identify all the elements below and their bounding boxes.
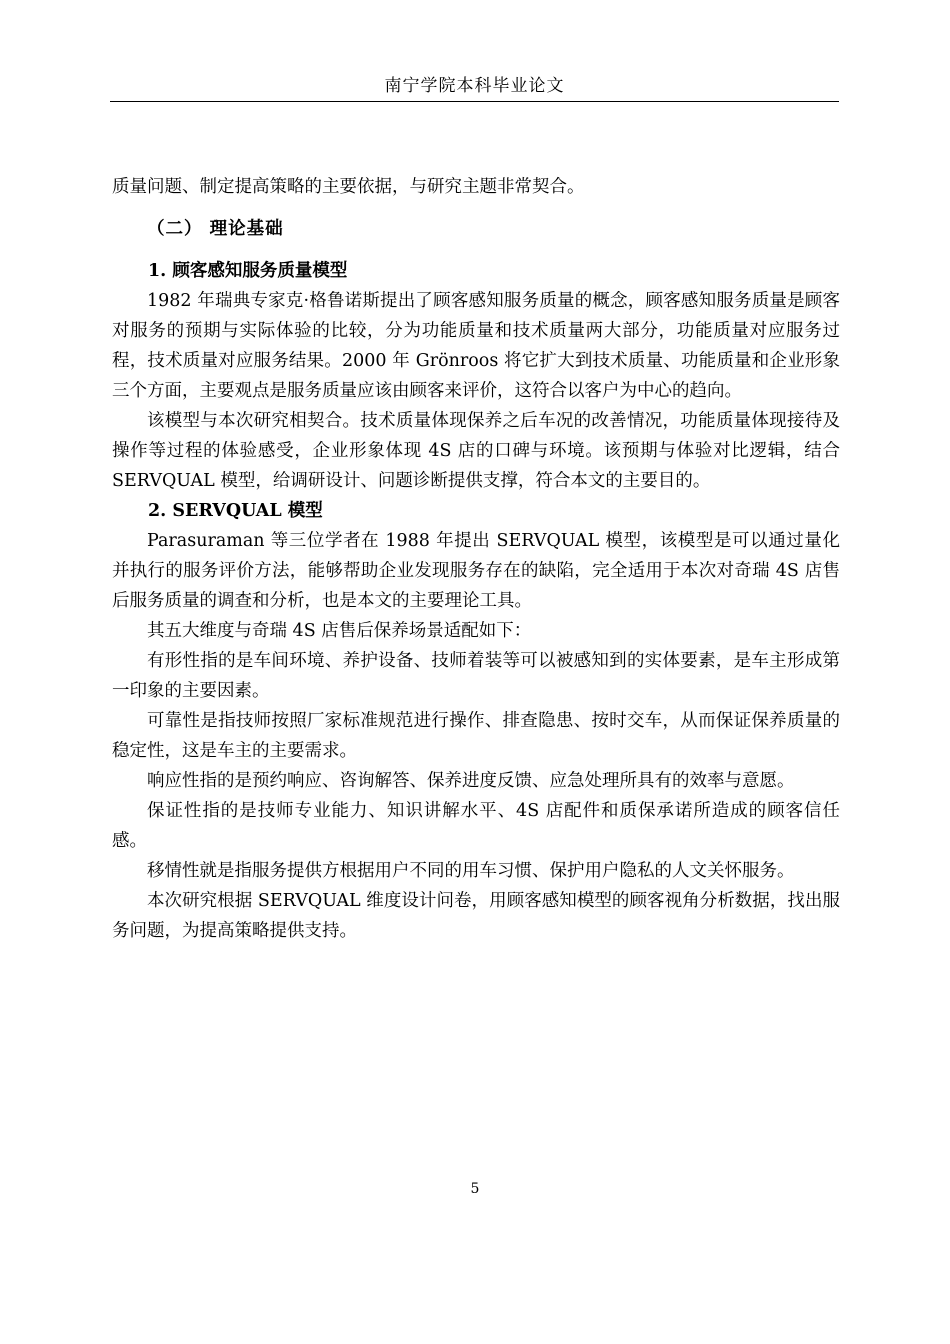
paragraph-7: 响应性指的是预约响应、咨询解答、保养进度反馈、应急处理所具有的效率与意愿。 [147,771,795,791]
paragraph-10: 本次研究根据 SERVQUAL 维度设计问卷，用顾客感知模型的顾客视角分析数据，找出服务问题，为提高策略提供支持。 [112,891,840,941]
paragraph-intro: 质量问题、制定提高策略的主要依据，与研究主题非常契合。 [112,177,585,197]
subsection-heading-1: 1. 顾客感知服务质量模型 [148,261,348,281]
paragraph-2: 该模型与本次研究相契合。技术质量体现保养之后车况的改善情况，功能质量体现接待及操作等过程的体验感受，企业形象体现 4S 店的口碑与环境。该预期与体验对比逻辑，结合 SERVQUAL 模型，给调研设计、问题诊断提供支撑，符合本文的主要目的。 [112,411,840,491]
paragraph-4: 其五大维度与奇瑞 4S 店售后保养场景适配如下： [147,621,532,641]
header-rule [110,101,839,102]
paragraph-6: 可靠性是指技师按照厂家标准规范进行操作、排查隐患、按时交车，从而保证保养质量的稳定性，这是车主的主要需求。 [112,711,840,761]
subsection-heading-2: 2. SERVQUAL 模型 [148,501,323,521]
document-body [112,172,840,946]
page-number: 5 [470,1181,480,1197]
paragraph-5: 有形性指的是车间环境、养护设备、技师着装等可以被感知到的实体要素，是车主形成第一印象的主要因素。 [112,651,840,701]
paragraph-3: Parasuraman 等三位学者在 1988 年提出 SERVQUAL 模型，该模型是可以通过量化并执行的服务评价方法，能够帮助企业发现服务存在的缺陷，完全适用于本次对奇瑞 4S 店售后服务质量的调查和分析，也是本文的主要理论工具。 [112,531,840,611]
paragraph-8: 保证性指的是技师专业能力、知识讲解水平、4S 店配件和质保承诺所造成的顾客信任感。 [112,801,840,851]
paragraph-1: 1982 年瑞典专家克·格鲁诺斯提出了顾客感知服务质量的概念，顾客感知服务质量是顾客对服务的预期与实际体验的比较，分为功能质量和技术质量两大部分，功能质量对应服务过程，技术质量对应服务结果。2000 年 Grönroos 将它扩大到技术质量、功能质量和企业形象三个方面，主要观点是服务质量应该由顾客来评价，这符合以客户为中心的趋向。 [112,291,840,401]
paragraph-9: 移情性就是指服务提供方根据用户不同的用车习惯、保护用户隐私的人文关怀服务。 [147,861,795,881]
section-heading: （二） 理论基础 [147,219,284,239]
running-header: 南宁学院本科毕业论文 [384,76,565,96]
